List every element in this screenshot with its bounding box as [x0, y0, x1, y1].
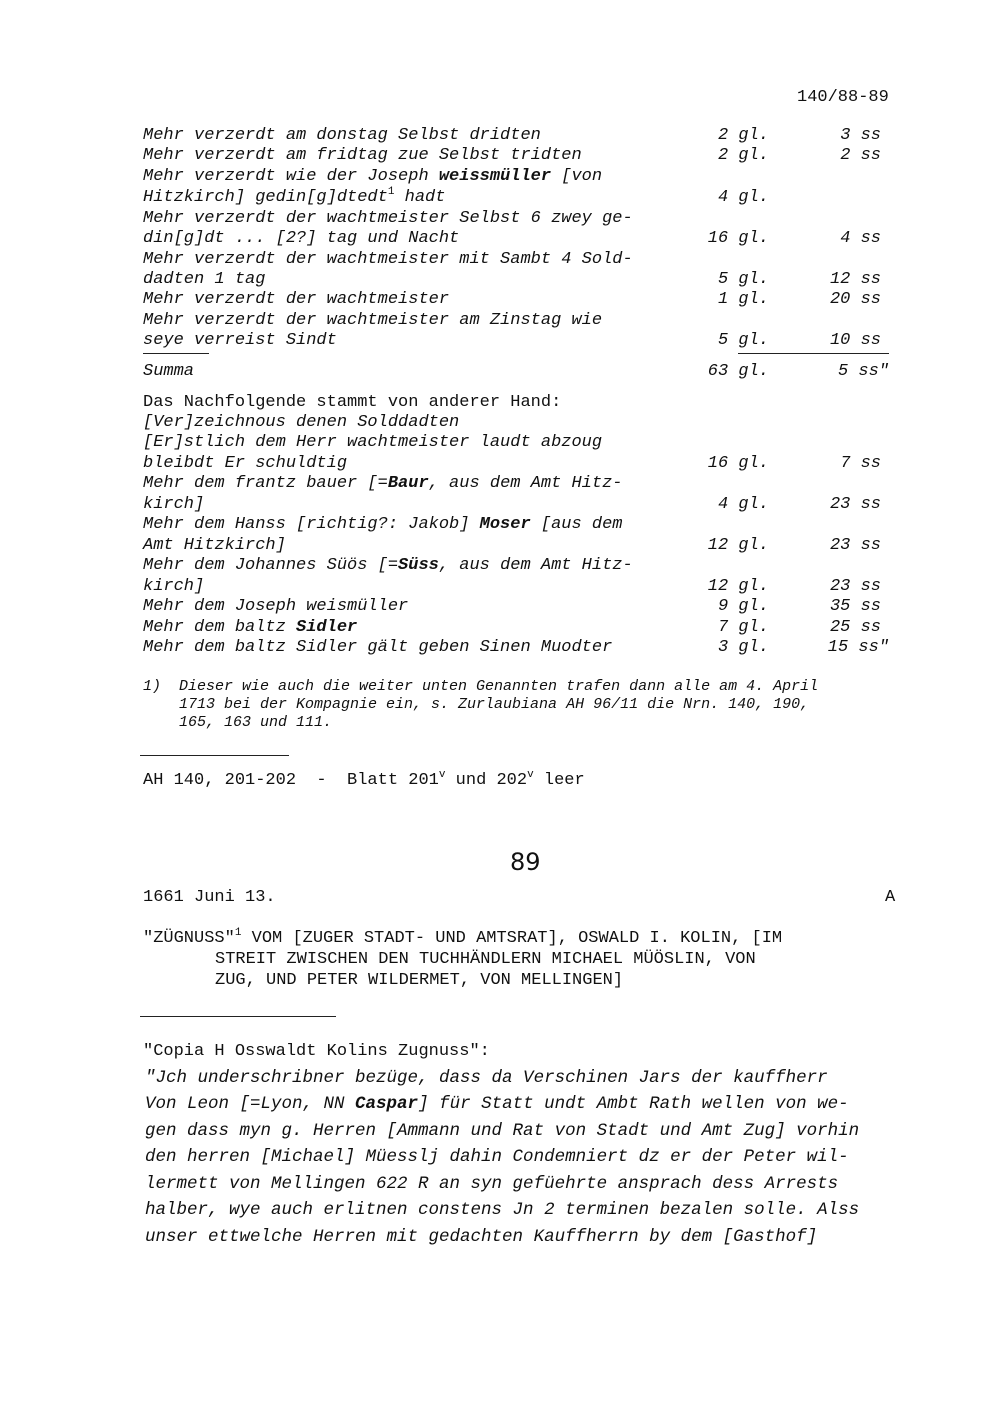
- body-line: den herren [Michael] Müesslj dahin Condemniert dz er der Peter wil-: [145, 1147, 849, 1167]
- summa-row: [143, 362, 903, 382]
- row-gulden: 2 gl.: [717, 146, 769, 165]
- separator-rule: [140, 755, 289, 756]
- ledger-row: [143, 270, 903, 290]
- footnote-line: 1713 bei der Kompagnie ein, s. Zurlaubiana AH 96/11 die Nrn. 140, 190,: [179, 696, 810, 713]
- row-description: Mehr verzerdt am donstag Selbst dridten: [143, 126, 541, 145]
- name-highlight: Baur: [387, 474, 429, 493]
- row-schilling: 20 ss: [829, 290, 881, 309]
- row-schilling: 25 ss: [829, 618, 881, 637]
- row-gulden: 7 gl.: [717, 618, 769, 637]
- ledger-row: [143, 167, 903, 187]
- row-gulden: 5 gl.: [717, 270, 769, 289]
- row-description: Mehr verzerdt der wachtmeister mit Sambt 4 Sold-: [143, 250, 633, 269]
- ledger-row: [143, 126, 903, 146]
- ledger-row: [143, 454, 903, 474]
- row-description: kirch]: [143, 495, 205, 514]
- ledger-row: [143, 597, 903, 617]
- row-schilling: 4 ss: [840, 229, 881, 248]
- row-gulden: 4 gl.: [717, 188, 769, 207]
- row-description: seye verreist Sindt: [143, 331, 337, 350]
- ledger-row: [143, 515, 903, 535]
- row-description: Mehr dem Joseph weismüller: [143, 597, 409, 616]
- row-description: Hitzkirch] gedin[g]dtedt$^1$ hadt: [143, 186, 446, 207]
- source-line: AH 140, 201-202 - Blatt 201$^v$ und 202$^v$ leer: [143, 769, 585, 790]
- ledger-row: [143, 495, 903, 515]
- row-gulden: 12 gl.: [707, 536, 769, 555]
- row-description: Mehr verzerdt der wachtmeister Selbst 6 zwey ge-: [143, 209, 633, 228]
- row-schilling: 2 ss: [840, 146, 881, 165]
- row-description: Mehr verzerdt der wachtmeister am Zinstag wie: [143, 311, 603, 330]
- row-description: kirch]: [143, 577, 205, 596]
- ledger-row: [143, 188, 903, 208]
- row-gulden: 3 gl.: [717, 638, 769, 657]
- row-schilling: 35 ss: [829, 597, 881, 616]
- ledger-row: [143, 577, 903, 597]
- ledger-row: [143, 209, 903, 229]
- row-description: Mehr verzerdt der wachtmeister: [143, 290, 450, 309]
- summa-gulden: 63 gl.: [707, 362, 769, 381]
- row-description: Mehr verzerdt wie der Joseph weissmüller [von: [143, 167, 603, 186]
- row-schilling: 10 ss: [829, 331, 881, 350]
- ledger-row: [143, 433, 903, 453]
- row-description: Mehr dem frantz bauer [=Baur, aus dem Amt Hitz-: [143, 474, 623, 493]
- row-schilling: 23 ss: [829, 577, 881, 596]
- row-gulden: 12 gl.: [707, 577, 769, 596]
- ledger-row: [143, 250, 903, 270]
- ledger-row: [143, 413, 903, 433]
- name-highlight: Moser: [479, 515, 531, 534]
- row-schilling: 15 ss": [827, 638, 889, 657]
- summa-schilling: 5 ss": [837, 362, 889, 381]
- body-line: lermett von Mellingen 622 R an syn gefüehrte ansprach dess Arrests: [145, 1174, 839, 1194]
- footnote-line: 165, 163 und 111.: [179, 714, 333, 731]
- row-gulden: 16 gl.: [707, 454, 769, 473]
- row-schilling: 23 ss: [829, 495, 881, 514]
- sum-rule-right: [738, 353, 889, 354]
- row-description: dadten 1 tag: [143, 270, 266, 289]
- body-line: Von Leon [=Lyon, NN Caspar] für Statt undt Ambt Rath wellen von we-: [145, 1094, 849, 1114]
- row-schilling: 23 ss: [829, 536, 881, 555]
- ledger-row: [143, 474, 903, 494]
- ledger-row: [143, 638, 903, 658]
- row-description: [Er]stlich dem Herr wachtmeister laudt abzoug: [143, 433, 603, 452]
- ledger-row: [143, 290, 903, 310]
- row-gulden: 16 gl.: [707, 229, 769, 248]
- row-gulden: 5 gl.: [717, 331, 769, 350]
- row-description: din[g]dt ... [2?] tag und Nacht: [143, 229, 460, 248]
- row-schilling: 12 ss: [829, 270, 881, 289]
- body-line: halber, wye auch erlitnen constens Jn 2 terminen bezalen solle. Alss: [145, 1200, 860, 1220]
- ledger-row: [143, 331, 903, 351]
- ledger-row: [143, 229, 903, 249]
- row-schilling: 3 ss: [840, 126, 881, 145]
- footnote-marker: 1): [143, 678, 162, 695]
- row-description: Mehr dem baltz Sidler: [143, 618, 358, 637]
- copia-heading: "Copia H Osswaldt Kolins Zugnuss":: [143, 1042, 490, 1061]
- row-gulden: 4 gl.: [717, 495, 769, 514]
- document-number: 89: [510, 848, 541, 876]
- row-description: Mehr dem baltz Sidler gält geben Sinen Muodter: [143, 638, 613, 657]
- footnote-line: Dieser wie auch die weiter unten Genannten trafen dann alle am 4. April: [179, 678, 819, 695]
- title-line: STREIT ZWISCHEN DEN TUCHHÄNDLERN MICHAEL MÜÖSLIN, VON: [215, 950, 756, 969]
- document-date: 1661 Juni 13.: [143, 888, 276, 907]
- row-gulden: 9 gl.: [717, 597, 769, 616]
- row-description: Amt Hitzkirch]: [143, 536, 286, 555]
- ledger-row: [143, 146, 903, 166]
- row-schilling: 7 ss: [840, 454, 881, 473]
- row-description: Mehr dem Hanss [richtig?: Jakob] Moser [aus dem: [143, 515, 623, 534]
- ledger-row: [143, 556, 903, 576]
- ledger-row: [143, 311, 903, 331]
- document-letter: A: [885, 888, 896, 907]
- row-description: [Ver]zeichnous denen Solddadten: [143, 413, 460, 432]
- ledger-row: [143, 618, 903, 638]
- body-line: unser ettwelche Herren mit gedachten Kauffherrn by dem [Gasthof]: [145, 1227, 818, 1247]
- summa-label: Summa: [143, 362, 195, 381]
- row-description: Mehr dem Johannes Süös [=Süss, aus dem Amt Hitz-: [143, 556, 633, 575]
- page-reference: 140/88-89: [797, 88, 889, 107]
- name-highlight: Sidler: [296, 618, 358, 637]
- title-line: ZUG, UND PETER WILDERMET, VON MELLINGEN]: [215, 971, 624, 990]
- row-description: Mehr verzerdt am fridtag zue Selbst tridten: [143, 146, 582, 165]
- sum-rule-left: [143, 353, 209, 354]
- ledger-row: [143, 536, 903, 556]
- title-separator-rule: [140, 1016, 336, 1017]
- other-hand-note: Das Nachfolgende stammt von anderer Hand:: [143, 393, 562, 412]
- title-line: "ZÜGNUSS"$^1$ VOM [ZUGER STADT- UND AMTSRAT], OSWALD I. KOLIN, [IM: [143, 927, 783, 948]
- row-description: bleibdt Er schuldtig: [143, 454, 348, 473]
- name-highlight: weissmüller: [438, 167, 552, 186]
- name-highlight: Caspar: [355, 1094, 419, 1114]
- name-highlight: Süss: [398, 556, 439, 575]
- footnote-marker: 1: [387, 186, 395, 198]
- body-line: "Jch underschribner bezüge, dass da Verschinen Jars der kauffherr: [145, 1068, 828, 1088]
- body-line: gen dass myn g. Herren [Ammann und Rat von Stadt und Amt Zug] vorhin: [145, 1121, 860, 1141]
- row-gulden: 1 gl.: [717, 290, 769, 309]
- row-gulden: 2 gl.: [717, 126, 769, 145]
